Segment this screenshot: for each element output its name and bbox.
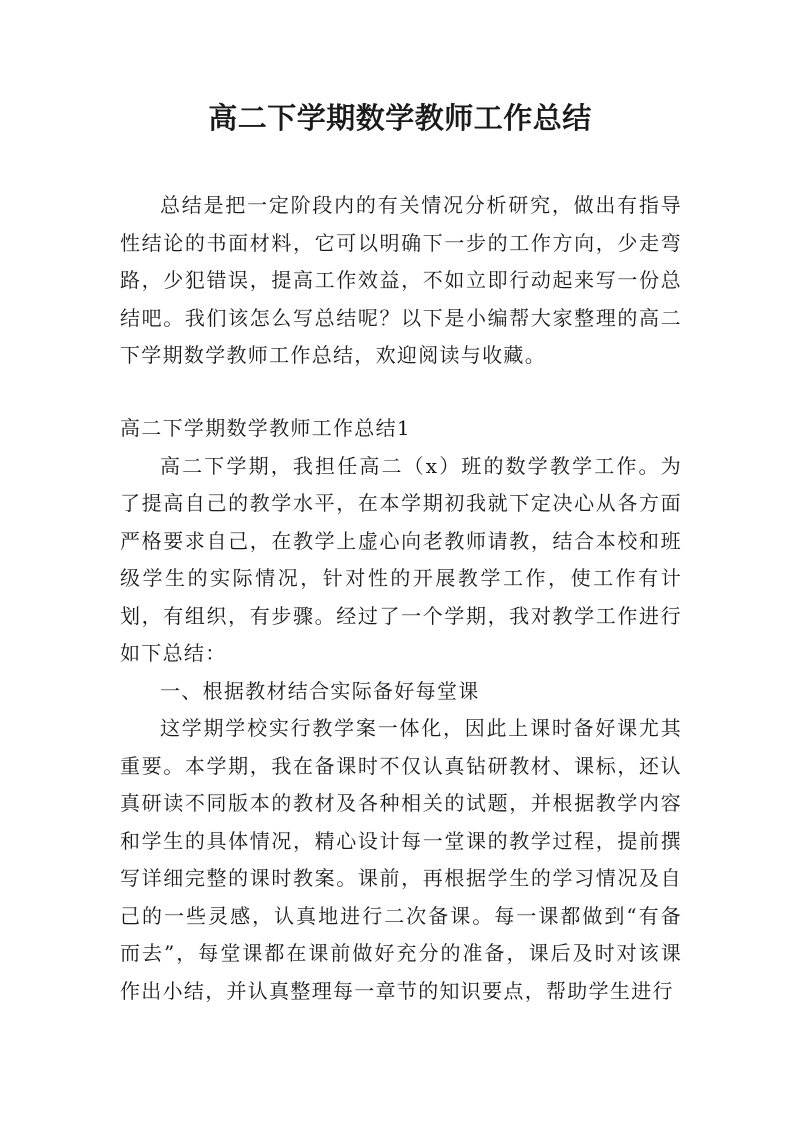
document-title: 高二下学期数学教师工作总结: [208, 101, 592, 135]
body-paragraph-1: 高二下学期，我担任高二（x）班的数学教学工作。为了提高自己的教学水平，在本学期初我就下定决心从各方面严格要求自己，在教学上虚心向老教师请教，结合本校和班级学生的实际情况，针对性的开展教学工作，使工作有计划，有组织，有步骤。经过了一个学期，我对教学工作进行如下总结：: [120, 453, 682, 665]
intro-paragraph: 总结是把一定阶段内的有关情况分析研究，做出有指导性结论的书面材料，它可以明确下一步的工作方向，少走弯路，少犯错误，提高工作效益，不如立即行动起来写一份总结吧。我们该怎么写总结呢？以下是小编帮大家整理的高二下学期数学教师工作总结，欢迎阅读与收藏。: [120, 193, 682, 367]
subheading-1: 一、根据教材结合实际备好每堂课: [160, 678, 480, 703]
section-block: [120, 410, 682, 1010]
intro-block: [120, 187, 682, 375]
section-heading: 高二下学期数学教师工作总结1: [120, 416, 411, 440]
body-paragraph-2: 这学期学校实行教学案一体化，因此上课时备好课尤其重要。本学期，我在备课时不仅认真钻研教材、课标，还认真研读不同版本的教材及各种相关的试题，并根据教学内容和学生的具体情况，精心设计每一堂课的教学过程，提前撰写详细完整的课时教案。课前，再根据学生的学习情况及自己的一些灵感，认真地进行二次备课。每一课都做到“有备而去”，每堂课都在课前做好充分的准备，课后及时对该课作出小结，并认真整理每一章节的知识要点，帮助学生进行: [120, 716, 682, 1003]
